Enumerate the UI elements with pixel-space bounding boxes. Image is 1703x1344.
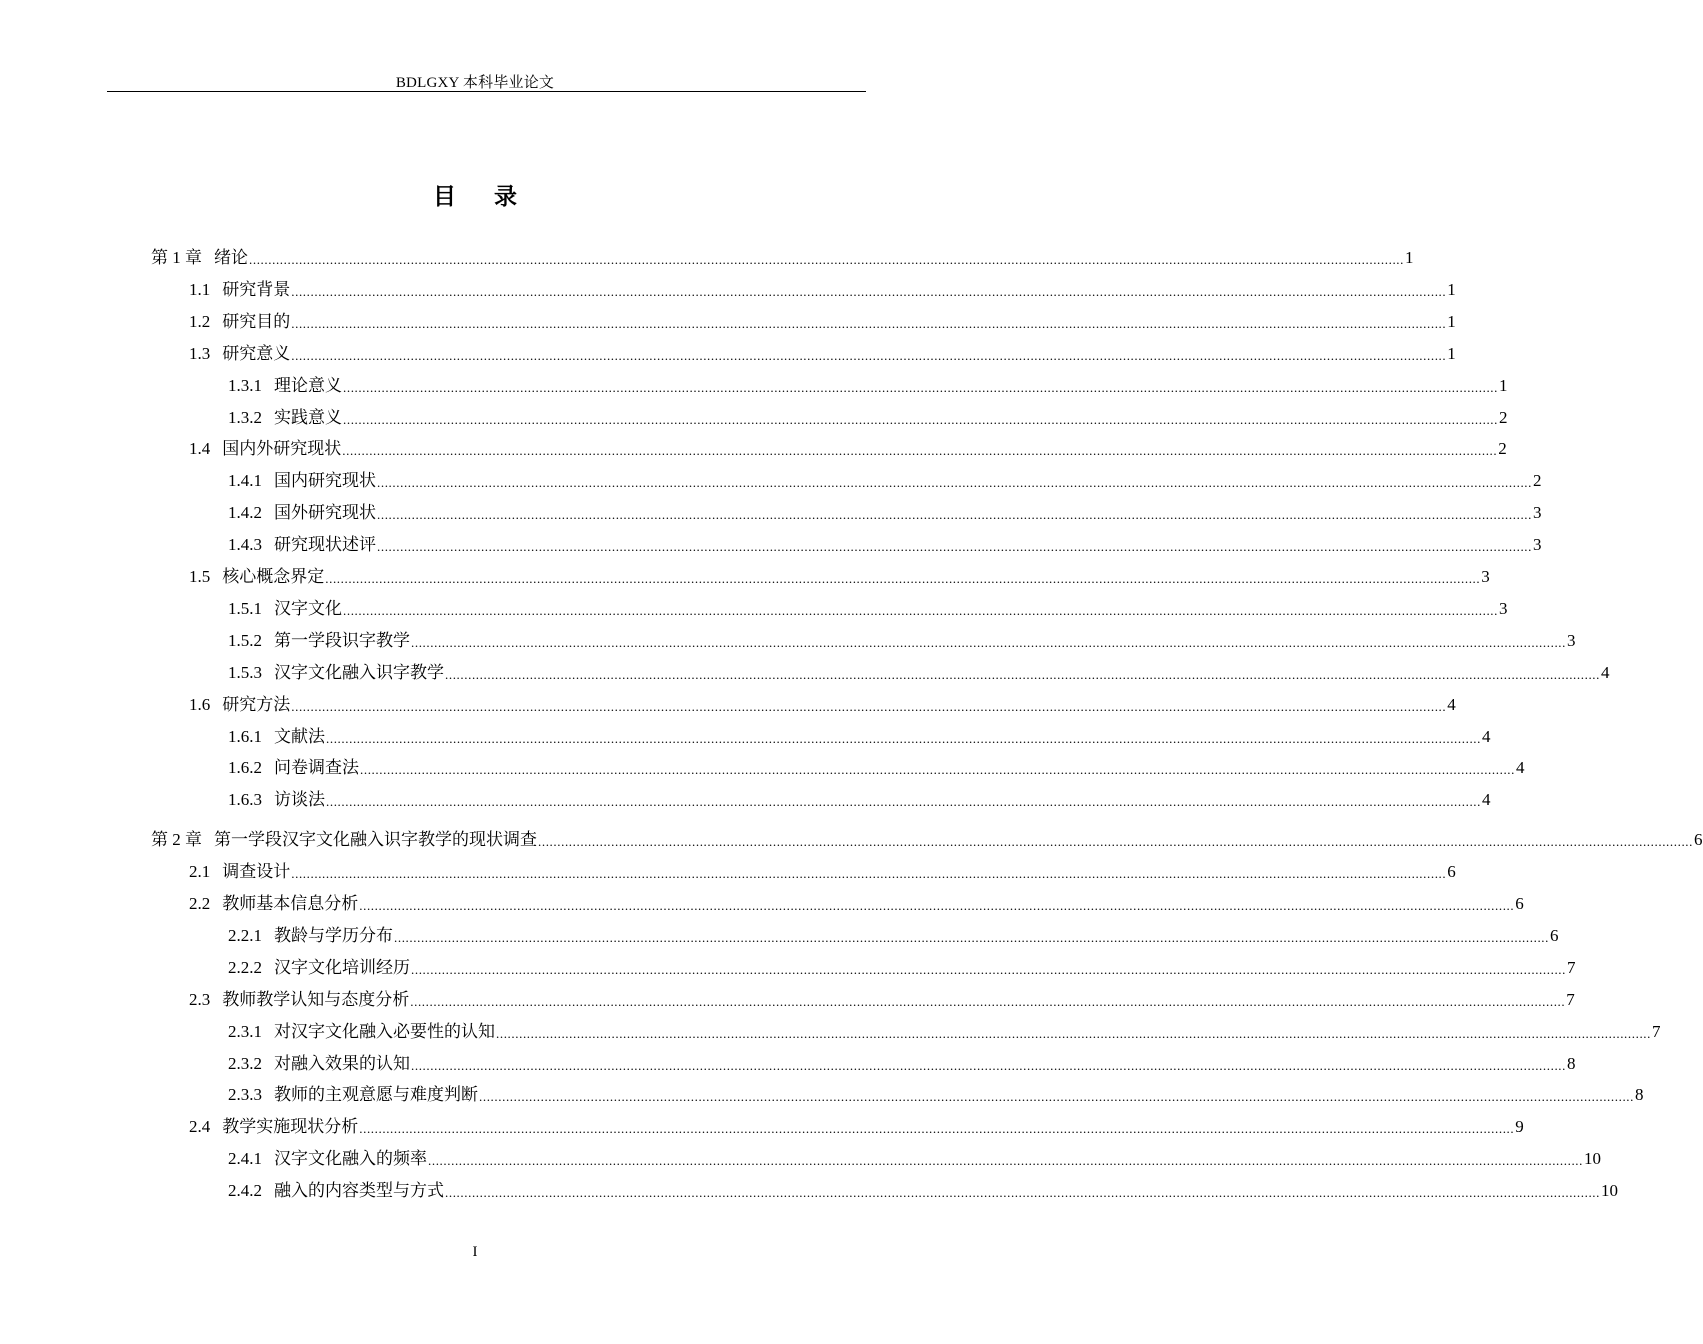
toc-dot-leader: ............................................................................................................................................................................................................................................................................................................ [291,866,1447,882]
toc-entry-page: 7 [1566,989,1575,1009]
toc-entry-number: 1.4.1 [228,471,262,491]
toc-entry-number: 2.2.2 [228,957,262,977]
toc-entry[interactable] [228,1147,1601,1171]
toc-entry[interactable] [228,533,1542,557]
toc-title-char-2: 录 [494,184,517,210]
toc-entry-number: 1.3.1 [228,375,262,395]
toc-entry-page: 4 [1516,758,1525,778]
toc-entry-title: 问卷调查法 [274,758,359,778]
toc-entry-page: 3 [1533,503,1542,523]
toc-entry-title: 汉字文化培训经历 [274,957,410,977]
toc-entry-title: 理论意义 [274,375,342,395]
toc-entry-page: 9 [1515,1117,1524,1137]
toc-entry[interactable] [189,437,1507,461]
page-number: I [472,1244,478,1260]
toc-entry-page: 2 [1533,471,1542,491]
toc-entry-page: 1 [1447,311,1456,331]
toc-entry-page: 3 [1499,598,1508,618]
toc-dot-leader: ............................................................................................................................................................................................................................................................................................................ [377,475,1532,491]
toc-entry[interactable] [189,310,1456,334]
toc-dot-leader: ............................................................................................................................................................................................................................................................................................................ [411,961,1566,977]
toc-entry-title: 文献法 [274,726,325,746]
toc-entry-title: 研究背景 [222,279,291,299]
toc-entry-title: 访谈法 [274,790,325,810]
toc-entry[interactable] [151,246,1414,270]
toc-entry-number: 1.5.3 [228,662,262,682]
toc-entry-page: 10 [1584,1149,1601,1169]
toc-entry-page: 2 [1498,439,1507,459]
toc-dot-leader: ............................................................................................................................................................................................................................................................................................................ [326,794,1481,810]
toc-entry[interactable] [228,725,1491,749]
toc-entry[interactable] [151,828,1703,852]
toc-entry-title: 对融入效果的认知 [274,1053,410,1073]
toc-entry-page: 6 [1447,862,1456,882]
toc-title-char-1: 目 [433,184,456,210]
toc-entry[interactable] [189,342,1456,366]
toc-entry-number: 1.5.1 [228,598,262,618]
toc-entry[interactable] [228,756,1525,780]
toc-dot-leader: ............................................................................................................................................................................................................................................................................................................ [291,347,1447,363]
toc-entry-title: 教师教学认知与态度分析 [222,989,410,1009]
toc-entry[interactable] [228,956,1576,980]
toc-entry[interactable] [189,892,1524,916]
toc-entry-title: 国内研究现状 [274,471,376,491]
toc-entry-title: 教师的主观意愿与难度判断 [274,1085,478,1105]
toc-dot-leader: ............................................................................................................................................................................................................................................................................................................ [496,1025,1651,1041]
toc-entry[interactable] [228,788,1491,812]
toc-entry-number: 1.4.2 [228,503,262,523]
toc-entry[interactable] [228,1020,1661,1044]
toc-entry-title: 研究现状述评 [274,535,376,555]
toc-entry-page: 6 [1515,894,1524,913]
toc-entry-page: 4 [1601,662,1610,682]
toc-dot-leader: ............................................................................................................................................................................................................................................................................................................ [445,1185,1600,1201]
toc-entry-number: 2.2.1 [228,925,262,945]
toc-entry-number: 第 1 章 [151,248,202,267]
toc-entry-page: 4 [1482,726,1491,746]
toc-dot-leader: ............................................................................................................................................................................................................................................................................................................ [291,315,1447,331]
toc-entry-number: 2.4.1 [228,1149,262,1169]
toc-dot-leader: ............................................................................................................................................................................................................................................................................................................ [249,252,1404,267]
toc-dot-leader: ............................................................................................................................................................................................................................................................................................................ [428,1153,1583,1169]
toc-entry[interactable] [189,1115,1524,1139]
toc-entry-number: 1.6 [189,694,211,714]
toc-entry[interactable] [189,860,1456,884]
toc-entry-title: 核心概念界定 [222,567,325,586]
toc-entry-number: 1.1 [189,279,211,299]
toc-entry-title: 教龄与学历分布 [274,925,393,945]
toc-entry-title: 研究意义 [222,343,291,363]
toc-dot-leader: ............................................................................................................................................................................................................................................................................................................ [377,507,1532,523]
toc-dot-leader: ............................................................................................................................................................................................................................................................................................................ [411,1057,1566,1073]
running-header: BDLGXY 本科毕业论文 [395,75,555,91]
toc-entry[interactable] [228,629,1576,653]
toc-entry-number: 2.3.2 [228,1053,262,1073]
toc-dot-leader: ............................................................................................................................................................................................................................................................................................................ [291,283,1447,299]
toc-dot-leader: ............................................................................................................................................................................................................................................................................................................ [359,898,1515,913]
toc-entry-number: 2.3 [189,989,211,1009]
toc-dot-leader: ............................................................................................................................................................................................................................................................................................................ [342,443,1498,459]
toc-entry[interactable] [189,278,1456,302]
toc-entry-page: 10 [1601,1181,1618,1201]
toc-entry-number: 第 2 章 [151,830,202,850]
toc-entry-title: 教学实施现状分析 [222,1117,359,1137]
toc-entry-number: 1.6.3 [228,790,262,810]
toc-entry-title: 第一学段汉字文化融入识字教学的现状调查 [214,830,537,850]
toc-entry-title: 国外研究现状 [274,503,376,523]
toc-dot-leader: ............................................................................................................................................................................................................................................................................................................ [394,929,1549,945]
toc-entry-number: 1.5 [189,567,211,586]
toc-dot-leader: ............................................................................................................................................................................................................................................................................................................ [479,1089,1634,1105]
toc-entry[interactable] [189,565,1490,589]
toc-entry-number: 1.4.3 [228,535,262,555]
toc-entry-page: 1 [1447,343,1456,363]
toc-entry-page: 8 [1567,1053,1576,1073]
toc-entry-page: 1 [1405,248,1414,267]
toc-entry[interactable] [228,469,1542,493]
toc-entry-number: 1.5.2 [228,630,262,650]
toc-entry-page: 1 [1499,375,1508,395]
toc-entry-number: 2.2 [189,894,211,913]
toc-entry-page: 4 [1482,790,1491,810]
toc-entry[interactable] [228,1179,1618,1203]
toc-entry-number: 2.1 [189,862,211,882]
toc-entry-title: 汉字文化 [274,598,342,618]
toc-entry-page: 8 [1635,1085,1644,1105]
toc-entry-number: 1.2 [189,311,211,331]
toc-dot-leader: ............................................................................................................................................................................................................................................................................................................ [343,379,1498,395]
toc-entry-title: 实践意义 [274,407,342,427]
toc-entry[interactable] [228,661,1610,685]
toc-entry[interactable] [228,406,1508,430]
toc-entry-title: 对汉字文化融入必要性的认知 [274,1021,495,1041]
toc-entry[interactable] [228,924,1559,948]
toc-dot-leader: ............................................................................................................................................................................................................................................................................................................ [359,1121,1515,1137]
toc-entry-title: 研究方法 [222,694,291,714]
toc-dot-leader: ............................................................................................................................................................................................................................................................................................................ [377,539,1532,555]
toc-entry-title: 绪论 [214,248,248,267]
toc-entry-number: 1.4 [189,439,211,459]
toc-entry[interactable] [228,597,1508,621]
toc-entry-title: 国内外研究现状 [222,439,342,459]
toc-entry-page: 4 [1447,694,1456,714]
toc-entry-title: 研究目的 [222,311,291,331]
toc-entry-title: 调查设计 [222,862,291,882]
toc-dot-leader: ............................................................................................................................................................................................................................................................................................................ [325,571,1481,586]
toc-dot-leader: ............................................................................................................................................................................................................................................................................................................ [538,834,1693,850]
toc-dot-leader: ............................................................................................................................................................................................................................................................................................................ [343,602,1498,618]
toc-entry-number: 1.6.1 [228,726,262,746]
toc-entry-page: 7 [1567,957,1576,977]
toc-entry-number: 2.3.1 [228,1021,262,1041]
toc-entry-page: 6 [1694,830,1703,850]
toc-dot-leader: ............................................................................................................................................................................................................................................................................................................ [411,634,1566,650]
toc-entry[interactable] [228,501,1542,525]
toc-entry[interactable] [228,1083,1644,1107]
toc-entry[interactable] [228,374,1508,398]
toc-entry-number: 2.3.3 [228,1085,262,1105]
toc-entry-page: 2 [1499,407,1508,427]
toc-dot-leader: ............................................................................................................................................................................................................................................................................................................ [445,666,1600,682]
toc-entry-title: 汉字文化融入识字教学 [274,662,444,682]
toc-entry-number: 2.4.2 [228,1181,262,1201]
toc-entry-title: 融入的内容类型与方式 [274,1181,444,1201]
toc-entry-page: 3 [1481,567,1490,586]
toc-entry-title: 教师基本信息分析 [222,894,359,913]
toc-dot-leader: ............................................................................................................................................................................................................................................................................................................ [360,762,1515,778]
toc-entry-page: 3 [1533,535,1542,555]
toc-entry[interactable] [189,988,1575,1012]
toc-entry-number: 1.3.2 [228,407,262,427]
toc-dot-leader: ............................................................................................................................................................................................................................................................................................................ [410,993,1566,1009]
toc-entry-page: 1 [1447,279,1456,299]
toc-entry-title: 第一学段识字教学 [274,630,410,650]
toc-entry[interactable] [189,693,1456,717]
toc-entry-page: 6 [1550,925,1559,945]
toc-entry-page: 7 [1652,1021,1661,1041]
toc-dot-leader: ............................................................................................................................................................................................................................................................................................................ [291,698,1447,714]
toc-entry-page: 3 [1567,630,1576,650]
toc-entry-number: 1.3 [189,343,211,363]
toc-entry[interactable] [228,1052,1576,1076]
toc-entry-number: 1.6.2 [228,758,262,778]
toc-dot-leader: ............................................................................................................................................................................................................................................................................................................ [326,730,1481,746]
toc-dot-leader: ............................................................................................................................................................................................................................................................................................................ [343,411,1498,427]
toc-entry-title: 汉字文化融入的频率 [274,1149,427,1169]
toc-entry-number: 2.4 [189,1117,211,1137]
